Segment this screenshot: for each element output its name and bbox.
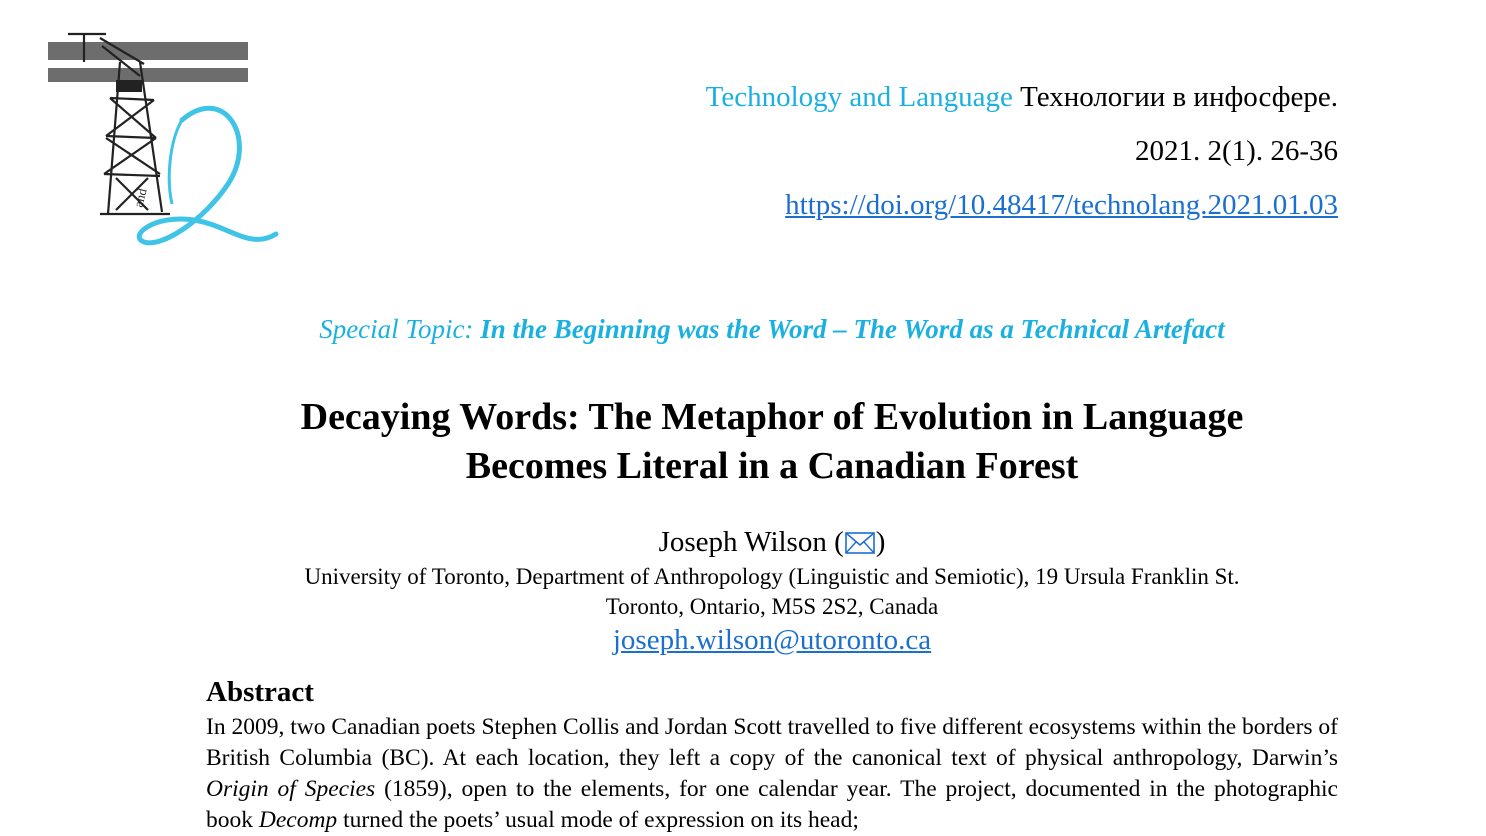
open-paren: ( bbox=[834, 526, 844, 558]
journal-name-en: Technology and Language bbox=[705, 81, 1013, 113]
journal-citation: 2021. 2(1). 26-36 bbox=[1135, 134, 1338, 167]
special-topic bbox=[0, 314, 1486, 345]
special-topic-prefix: Special Topic: bbox=[319, 314, 474, 344]
affiliation-line1: University of Toronto, Department of Anthropology (Linguistic and Semiotic), 19 Ursula Franklin St. bbox=[304, 564, 1240, 589]
journal-logo bbox=[44, 28, 284, 260]
journal-name-ru: Технологии в инфосфере. bbox=[1020, 81, 1338, 113]
special-topic-title: In the Beginning was the Word – The Word as a Technical Artefact bbox=[480, 314, 1225, 344]
journal-name bbox=[706, 80, 1338, 115]
author-name: Joseph Wilson bbox=[658, 526, 827, 558]
book-title-origin: Origin of Species bbox=[206, 776, 376, 802]
abstract-text-2: (1859), open to the elements, for one calendar year. The project, documented in the photographic book bbox=[206, 776, 1338, 833]
abstract-body bbox=[206, 712, 1338, 836]
envelope-icon[interactable] bbox=[845, 532, 875, 554]
article-title bbox=[0, 393, 1486, 491]
book-title-decomp: Decomp bbox=[258, 807, 338, 833]
close-paren: ) bbox=[875, 526, 886, 558]
article-title-line1: Decaying Words: The Metaphor of Evolution in Language bbox=[300, 396, 1244, 438]
journal-header bbox=[706, 80, 1338, 241]
author-email-link[interactable]: joseph.wilson@utoronto.ca bbox=[612, 624, 932, 656]
logo-text: and bbox=[130, 186, 150, 209]
author-line bbox=[0, 526, 1486, 559]
abstract-heading: Abstract bbox=[206, 676, 314, 708]
abstract-text-1: In 2009, two Canadian poets Stephen Collis and Jordan Scott travelled to five different ecosystems within the borders of British Columbia (BC). At each location, they left a copy of the canonical text of physical anthropology, Darwin’s bbox=[206, 714, 1338, 771]
doi-link[interactable]: https://doi.org/10.48417/technolang.2021.01.03 bbox=[785, 188, 1338, 221]
affiliation-line2: Toronto, Ontario, M5S 2S2, Canada bbox=[605, 594, 939, 619]
abstract-text-3: turned the poets’ usual mode of expression on its head; bbox=[337, 807, 859, 833]
article-title-line2: Becomes Literal in a Canadian Forest bbox=[465, 445, 1079, 487]
